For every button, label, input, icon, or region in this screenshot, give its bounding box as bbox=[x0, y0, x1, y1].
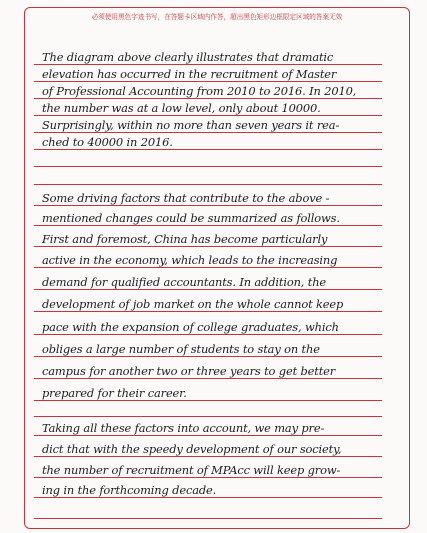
text-line: Taking all these factors into account, we may pre- bbox=[42, 421, 325, 435]
ruled-line bbox=[34, 416, 382, 417]
ruled-line bbox=[34, 456, 382, 457]
ruled-line bbox=[34, 356, 382, 357]
ruled-line bbox=[34, 435, 382, 436]
text-line: the number of recruitment of MPAcc will keep grow- bbox=[42, 463, 341, 477]
ruled-line bbox=[34, 378, 382, 379]
text-line: campus for another two or three years to get better bbox=[42, 364, 336, 378]
ruled-line bbox=[34, 267, 382, 268]
text-line: mentioned changes could be summarized as follows. bbox=[42, 211, 340, 225]
text-line: active in the economy, which leads to the increasing bbox=[42, 253, 338, 267]
ruled-line bbox=[34, 149, 382, 150]
text-line: ched to 40000 in 2016. bbox=[42, 135, 173, 149]
ruled-line bbox=[34, 518, 382, 519]
text-line: demand for qualified accountants. In addition, the bbox=[42, 275, 327, 289]
text-line: of Professional Accounting from 2010 to 2016. In 2010, bbox=[42, 84, 357, 98]
text-line: ing in the forthcoming decade. bbox=[42, 483, 217, 497]
text-line: prepared for their career. bbox=[42, 386, 187, 400]
ruled-line bbox=[34, 98, 382, 99]
ruled-line bbox=[34, 311, 382, 312]
text-line: The diagram above clearly illustrates that dramatic bbox=[42, 50, 334, 64]
ruled-line bbox=[34, 205, 382, 206]
ruled-line bbox=[34, 246, 382, 247]
ruled-line bbox=[34, 166, 382, 167]
ruled-line bbox=[34, 334, 382, 335]
ruled-line bbox=[34, 497, 382, 498]
text-line: development of job market on the whole cannot keep bbox=[42, 297, 344, 311]
ruled-line bbox=[34, 81, 382, 82]
ruled-line bbox=[34, 132, 382, 133]
ruled-line bbox=[34, 289, 382, 290]
instruction-notice: 必须使用黑色字迹书写，在答题卡区域内作答，超出黑色矩形边框限定区域的答案无效 bbox=[91, 13, 343, 21]
ruled-line bbox=[34, 400, 382, 401]
text-line: Surprisingly, within no more than seven years it rea- bbox=[42, 118, 340, 132]
ruled-line bbox=[34, 184, 382, 185]
text-line: Some driving factors that contribute to the above - bbox=[42, 191, 330, 205]
ruled-line bbox=[34, 225, 382, 226]
ruled-line bbox=[34, 115, 382, 116]
text-line: elevation has occurred in the recruitment of Master bbox=[42, 67, 337, 81]
ruled-line bbox=[34, 477, 382, 478]
text-line: the number was at a low level, only about 10000. bbox=[42, 101, 321, 115]
text-line: obliges a large number of students to stay on the bbox=[42, 342, 320, 356]
ruled-line bbox=[34, 64, 382, 65]
text-line: First and foremost, China has become particularly bbox=[42, 232, 328, 246]
text-line: pace with the expansion of college graduates, which bbox=[42, 320, 339, 334]
text-line: dict that with the speedy development of our society, bbox=[42, 442, 342, 456]
